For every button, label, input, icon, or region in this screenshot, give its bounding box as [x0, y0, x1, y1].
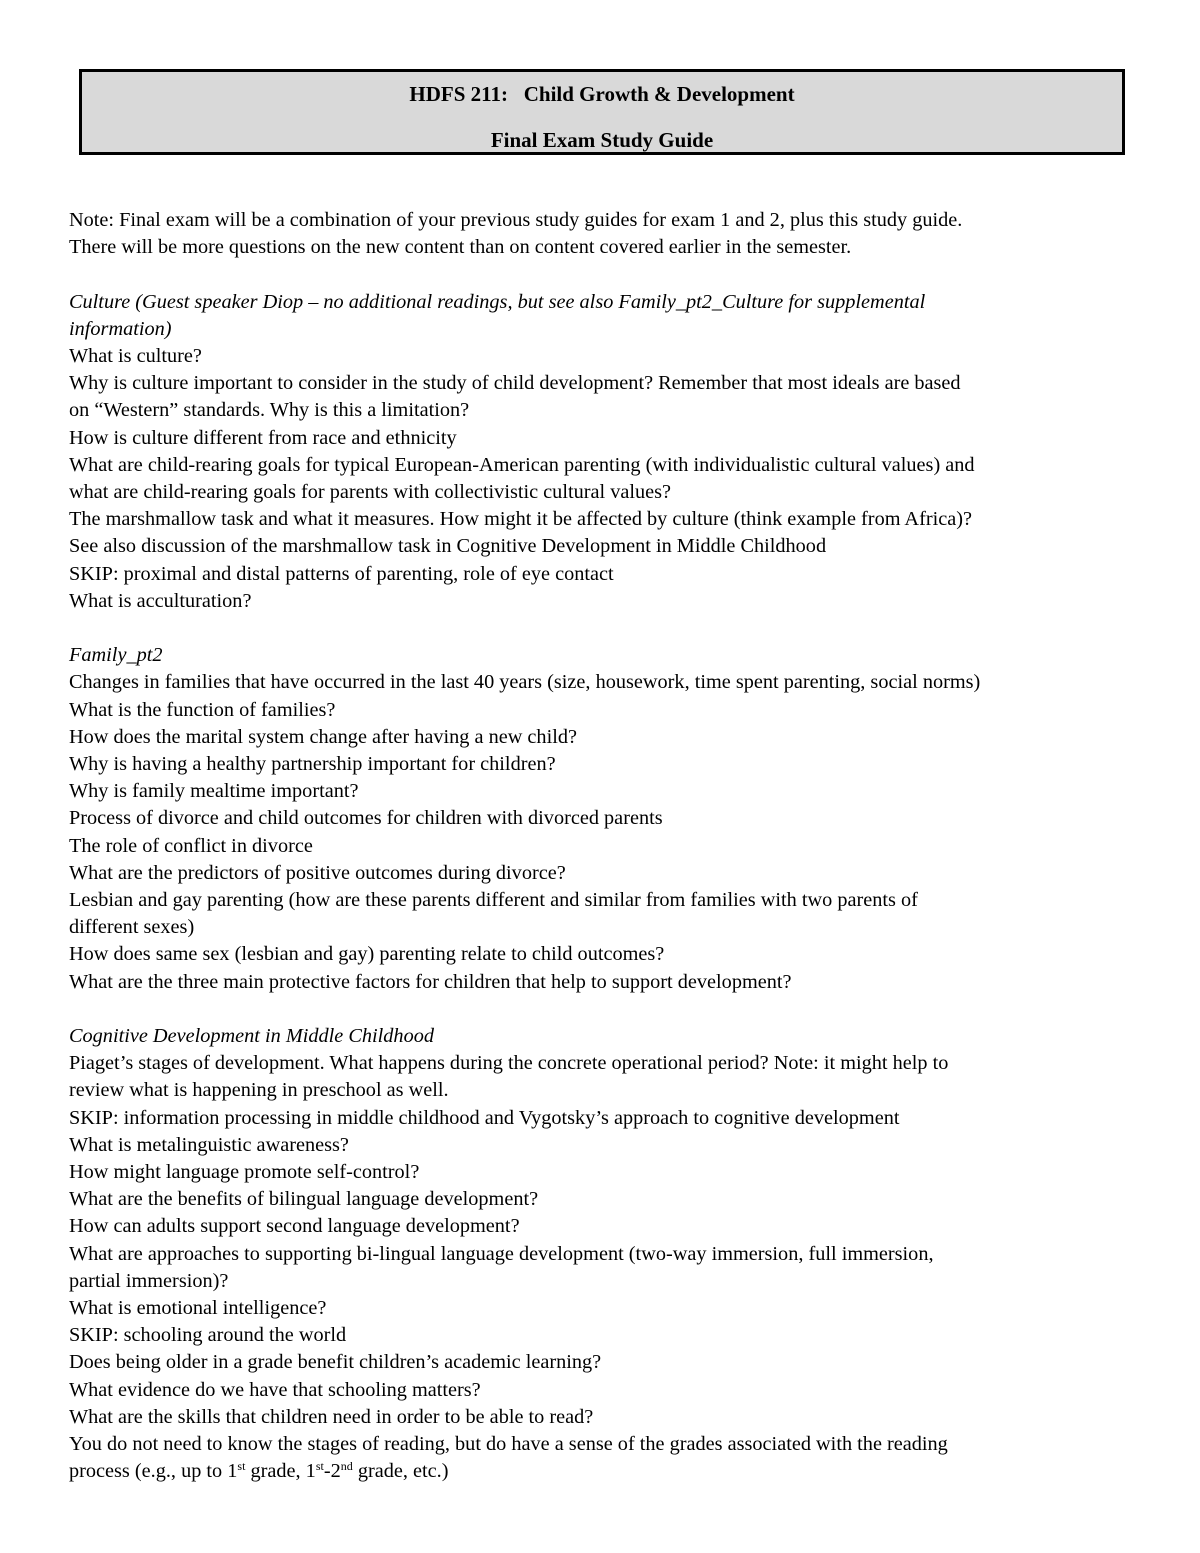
study-item: Lesbian and gay parenting (how are these parents different and similar from families with two parents of	[69, 889, 918, 912]
study-item: The role of conflict in divorce	[69, 834, 313, 857]
section-heading: Cognitive Development in Middle Childhood	[69, 1025, 434, 1048]
text-part: -2	[323, 1460, 341, 1483]
study-item: What are the skills that children need in order to be able to read?	[69, 1405, 594, 1428]
study-item: different sexes)	[69, 916, 195, 939]
text-part: process (e.g., up to 1	[69, 1460, 238, 1483]
study-item: Process of divorce and child outcomes for children with divorced parents	[69, 807, 663, 830]
study-item: The marshmallow task and what it measures. How might it be affected by culture (think example from Africa)?	[69, 508, 972, 531]
course-title: HDFS 211: Child Growth & Development	[409, 82, 795, 106]
section-family	[69, 642, 1139, 996]
study-item: How does same sex (lesbian and gay) parenting relate to child outcomes?	[69, 943, 665, 966]
section-heading: Culture (Guest speaker Diop – no additional readings, but see also Family_pt2_Culture for supplemental	[69, 290, 926, 313]
study-guide-content	[69, 207, 1139, 1486]
study-item: What are the three main protective factors for children that help to support development?	[69, 970, 792, 993]
study-item: Why is culture important to consider in the study of child development? Remember that most ideals are based	[69, 372, 961, 395]
section-heading: information)	[69, 317, 172, 340]
study-item: How does the marital system change after having a new child?	[69, 725, 577, 748]
study-item: Why is family mealtime important?	[69, 780, 359, 803]
superscript: st	[315, 1459, 324, 1474]
note-line: Note: Final exam will be a combination of your previous study guides for exam 1 and 2, plus this study guide.	[69, 209, 963, 231]
study-item: on “Western” standards. Why is this a limitation?	[69, 399, 470, 422]
study-item: What are the benefits of bilingual language development?	[69, 1188, 539, 1211]
study-item: Does being older in a grade benefit children’s academic learning?	[69, 1351, 602, 1374]
section-cognitive-development	[69, 1023, 1139, 1485]
study-item: what are child-rearing goals for parents with collectivistic cultural values?	[69, 481, 672, 504]
superscript: st	[237, 1459, 246, 1474]
study-item: Why is having a healthy partnership important for children?	[69, 753, 556, 776]
study-item: How might language promote self-control?	[69, 1161, 420, 1184]
study-item: What are child-rearing goals for typical European-American parenting (with individualistic cultural values) and	[69, 453, 975, 476]
study-item: What evidence do we have that schooling matters?	[69, 1378, 481, 1401]
study-item-last	[69, 1458, 1139, 1485]
section-culture	[69, 289, 1139, 615]
study-item: SKIP: proximal and distal patterns of parenting, role of eye contact	[69, 562, 614, 585]
study-item: What is the function of families?	[69, 698, 336, 721]
study-item: See also discussion of the marshmallow task in Cognitive Development in Middle Childhood	[69, 535, 827, 558]
study-item: What are the predictors of positive outcomes during divorce?	[69, 861, 566, 884]
superscript: nd	[340, 1459, 353, 1474]
title-box	[79, 69, 1125, 155]
study-item: What is acculturation?	[69, 589, 252, 612]
study-item: review what is happening in preschool as well.	[69, 1079, 449, 1102]
study-item: How can adults support second language development?	[69, 1215, 520, 1238]
study-item: What are approaches to supporting bi-lingual language development (two-way immersion, full immersion,	[69, 1242, 934, 1265]
section-heading: Family_pt2	[69, 644, 163, 667]
study-item: SKIP: information processing in middle childhood and Vygotsky’s approach to cognitive development	[69, 1106, 900, 1129]
document-title: Final Exam Study Guide	[490, 128, 714, 152]
study-item: What is metalinguistic awareness?	[69, 1133, 349, 1156]
study-item: What is culture?	[69, 345, 202, 367]
study-item: partial immersion)?	[69, 1269, 229, 1292]
study-item: SKIP: schooling around the world	[69, 1324, 347, 1347]
study-item: Piaget’s stages of development. What happens during the concrete operational period? Note: it might help to	[69, 1052, 949, 1075]
text-part: grade, etc.)	[352, 1460, 449, 1483]
text-part: grade, 1	[245, 1460, 316, 1483]
note-line: There will be more questions on the new content than on content covered earlier in the semester.	[69, 236, 852, 259]
study-item: Changes in families that have occurred in the last 40 years (size, housework, time spent parenting, social norms)	[69, 671, 981, 694]
study-item: How is culture different from race and ethnicity	[69, 426, 457, 449]
study-item: What is emotional intelligence?	[69, 1297, 327, 1320]
note-paragraph	[69, 207, 1139, 261]
study-item: You do not need to know the stages of reading, but do have a sense of the grades associated with the reading	[69, 1433, 948, 1456]
